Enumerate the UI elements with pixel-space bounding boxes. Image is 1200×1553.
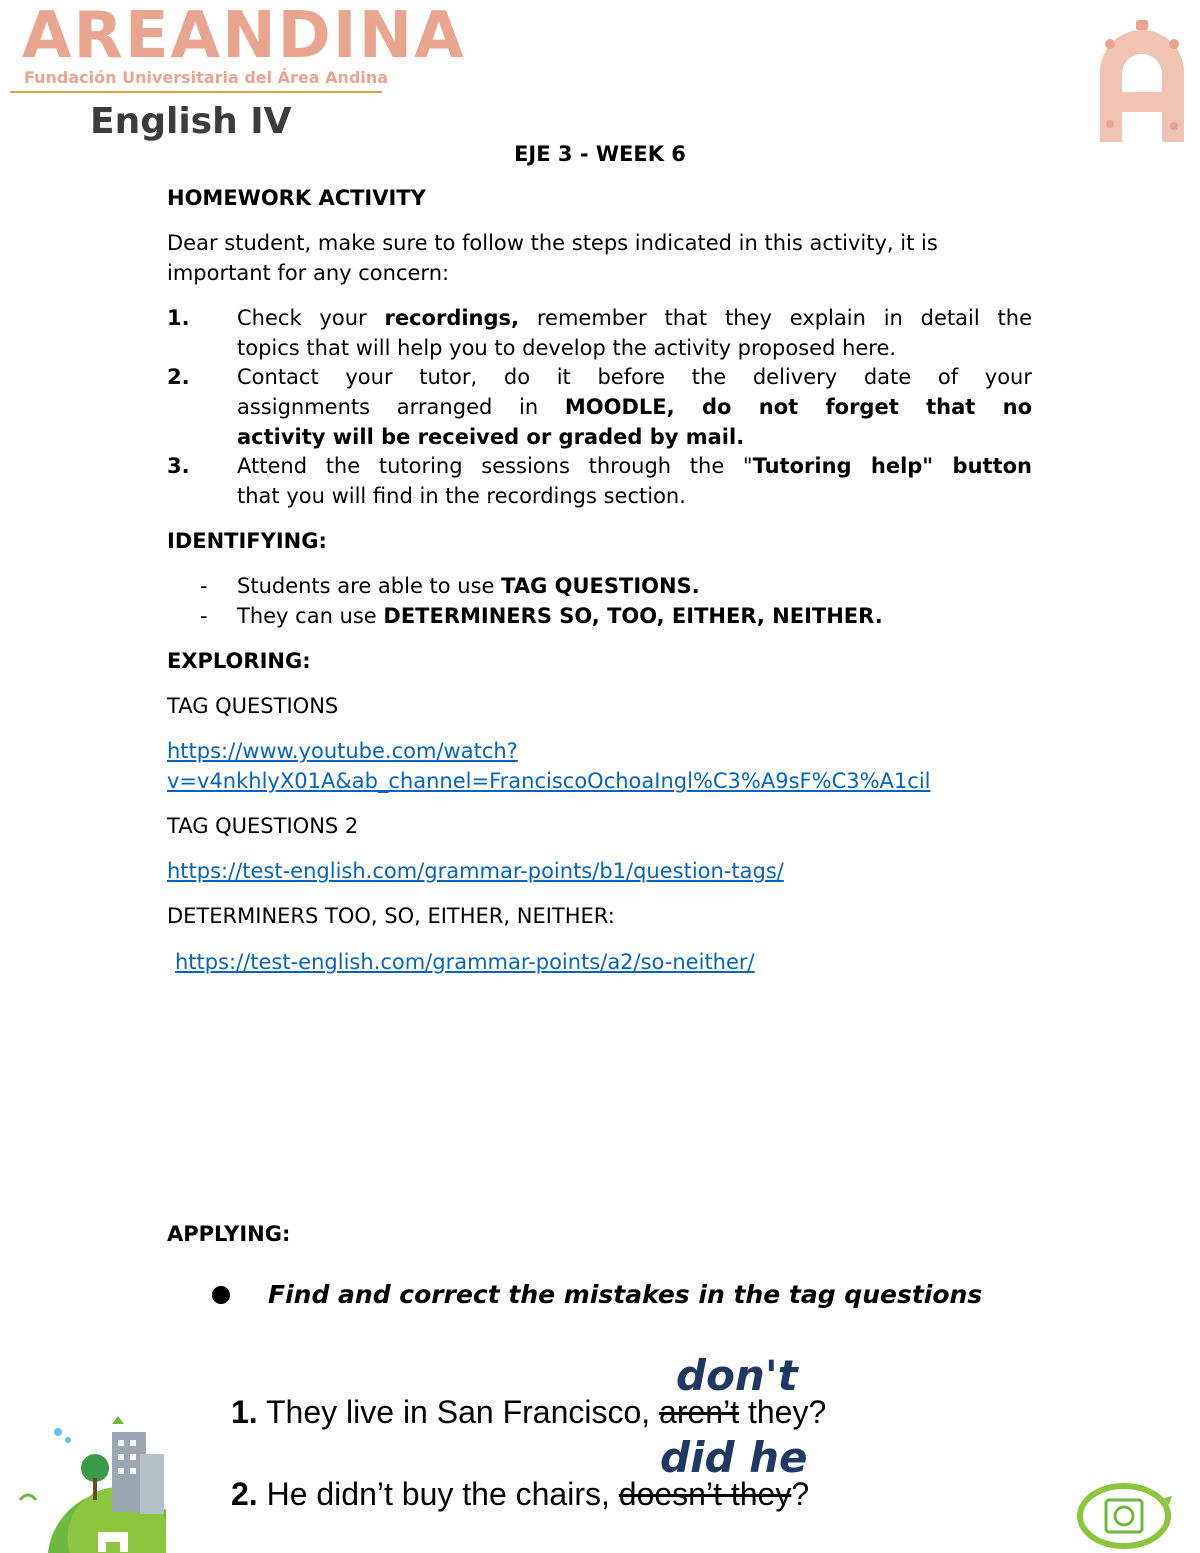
step-3-line-2: that you will find in the recordings section. (237, 484, 686, 508)
tag-questions-label: TAG QUESTIONS (167, 694, 339, 718)
recycle-icon (1074, 1478, 1174, 1550)
item-text: They can use (237, 604, 384, 628)
so-neither-link[interactable]: https://test-english.com/grammar-points/a2/so-neither/ (175, 950, 755, 974)
exercise-number: 2. (231, 1476, 258, 1512)
determiners-label: DETERMINERS TOO, SO, EITHER, NEITHER: (167, 904, 615, 928)
step-text: remember that they explain in detail the (519, 306, 1033, 330)
step-2-line-3: activity will be received or graded by mail. (237, 425, 745, 449)
intro-line-1: Dear student, make sure to follow the steps indicated in this activity, it is (167, 231, 938, 255)
logo-wordmark: AREANDINA (22, 0, 466, 73)
exercise-text: They live in San Francisco, (266, 1394, 660, 1430)
step-emphasis: MOODLE, do not forget that no (564, 395, 1032, 419)
step-2-line-1: Contact your tutor, do it before the delivery date of your (237, 365, 1032, 389)
identifying-heading: IDENTIFYING: (167, 529, 327, 553)
struck-tag: doesn’t they (618, 1476, 792, 1512)
brand-a-icon (1090, 14, 1194, 142)
exploring-heading: EXPLORING: (167, 649, 311, 673)
eco-city-icon (0, 1410, 170, 1553)
intro-line-2: important for any concern: (167, 261, 450, 285)
step-number: 2. (167, 365, 190, 389)
step-text: assignments arranged in (237, 395, 565, 419)
item-emphasis: TAG QUESTIONS. (501, 574, 700, 598)
step-1-line-2: topics that will help you to develop the activity proposed here. (237, 336, 897, 360)
item-emphasis: DETERMINERS SO, TOO, EITHER, NEITHER. (383, 604, 883, 628)
exercise-item (231, 1474, 809, 1514)
bullet-dot (212, 1286, 230, 1304)
tag-questions-2-label: TAG QUESTIONS 2 (167, 814, 359, 838)
week-title: EJE 3 - WEEK 6 (514, 142, 686, 166)
step-1-line-1 (237, 303, 1032, 333)
handwritten-correction: don't (676, 1351, 798, 1400)
dash-bullet: - (200, 574, 208, 598)
step-emphasis: Tutoring help" button (752, 454, 1032, 478)
step-text: Check your (237, 306, 385, 330)
exercise-text: He didn’t buy the chairs, (266, 1476, 619, 1512)
logo-subtitle: Fundación Universitaria del Área Andina (24, 68, 389, 87)
exercise-item (231, 1392, 826, 1432)
youtube-link-line-2[interactable]: v=v4nkhlyX01A&ab_channel=FranciscoOchoaIngl%C3%A9sF%C3%A1cil (167, 769, 931, 793)
step-2-line-2 (237, 392, 1032, 422)
identifying-item (237, 571, 700, 601)
step-emphasis: recordings, (384, 306, 520, 330)
handwritten-correction: did he (660, 1433, 808, 1482)
applying-heading: APPLYING: (167, 1222, 291, 1246)
exercise-number: 1. (231, 1394, 258, 1430)
step-number: 1. (167, 306, 190, 330)
question-tags-link[interactable]: https://test-english.com/grammar-points/b1/question-tags/ (167, 859, 784, 883)
exercise-text: ? (791, 1476, 810, 1512)
struck-tag: aren’t (659, 1394, 740, 1430)
logo-divider (10, 91, 382, 93)
item-text: Students are able to use (237, 574, 502, 598)
homework-heading: HOMEWORK ACTIVITY (167, 186, 426, 210)
identifying-item (237, 601, 883, 631)
exercise-text: they? (739, 1394, 827, 1430)
step-text: Attend the tutoring sessions through the " (237, 454, 753, 478)
task-instruction: Find and correct the mistakes in the tag questions (268, 1280, 983, 1309)
youtube-link-line-1[interactable]: https://www.youtube.com/watch? (167, 739, 518, 763)
course-title: English IV (90, 101, 292, 142)
dash-bullet: - (200, 604, 208, 628)
step-number: 3. (167, 454, 190, 478)
step-3-line-1 (237, 451, 1032, 481)
